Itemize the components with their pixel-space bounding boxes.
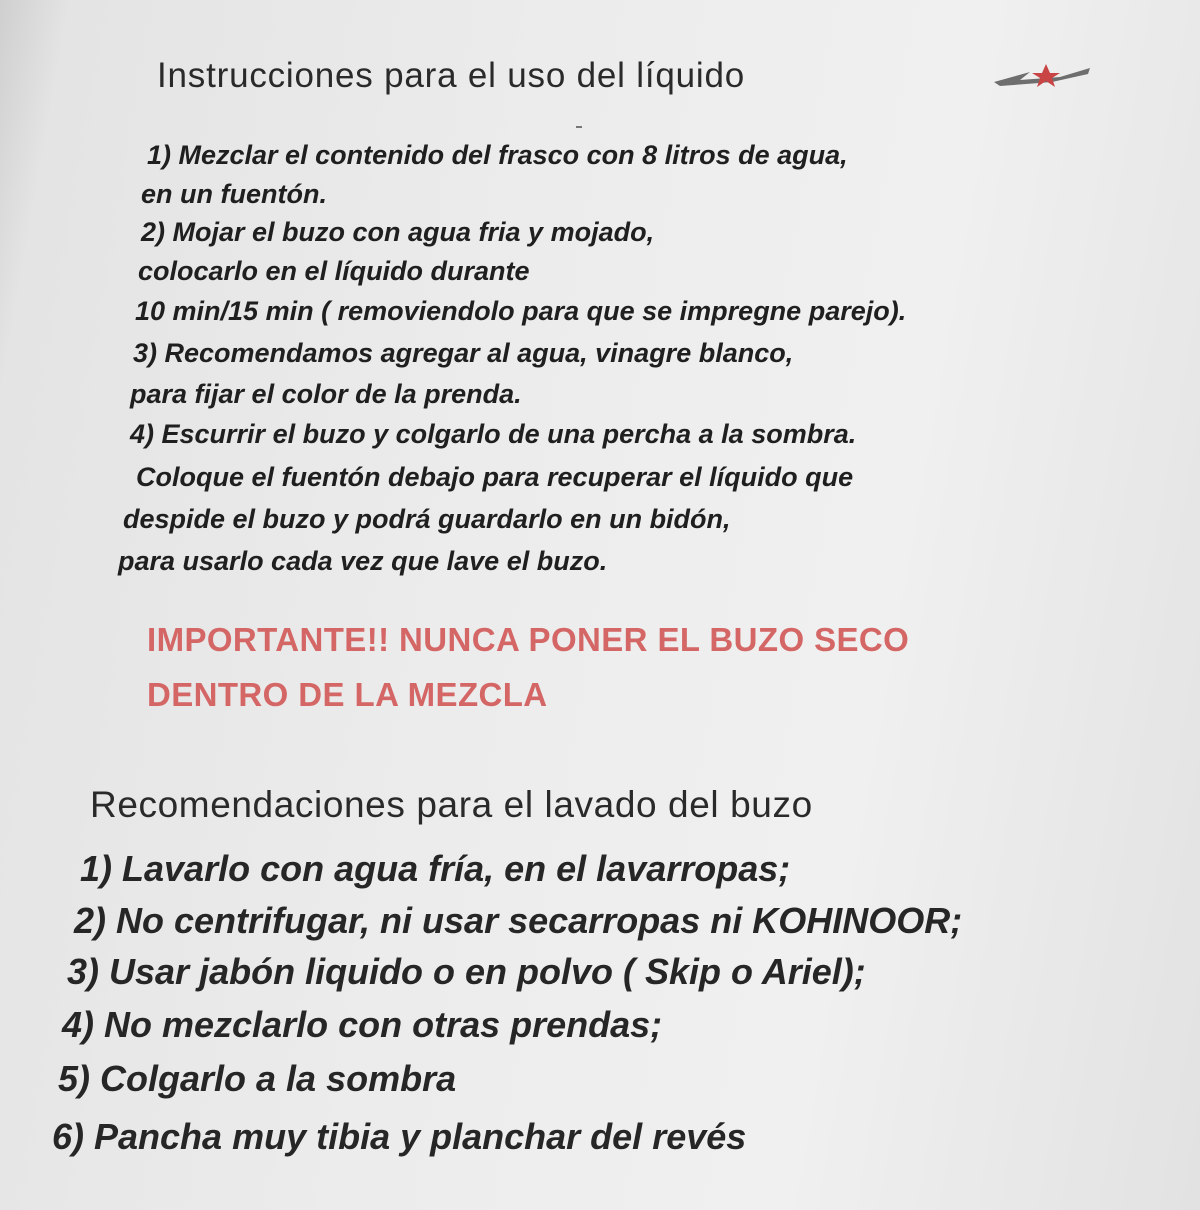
recommendation-item: 3) Usar jabón liquido o en polvo ( Skip o Ariel); (67, 951, 866, 992)
instruction-line: despide el buzo y podrá guardarlo en un bidón, (123, 504, 731, 534)
paper-speck (576, 126, 582, 128)
warning-line: DENTRO DE LA MEZCLA (147, 676, 548, 713)
instruction-line: para usarlo cada vez que lave el buzo. (118, 546, 608, 576)
recommendations-title: Recomendaciones para el lavado del buzo (90, 784, 813, 825)
instruction-line: 2) Mojar el buzo con agua fria y mojado, (141, 217, 655, 247)
instruction-line: colocarlo en el líquido durante (138, 256, 530, 286)
recommendation-item: 1) Lavarlo con agua fría, en el lavarropas; (80, 848, 791, 889)
instruction-line: 10 min/15 min ( removiendolo para que se impregne parejo). (135, 296, 907, 326)
recommendation-item: 5) Colgarlo a la sombra (58, 1058, 457, 1099)
instruction-line: 1) Mezclar el contenido del frasco con 8 litros de agua, (147, 140, 848, 170)
recommendation-item: 2) No centrifugar, ni usar secarropas ni KOHINOOR; (74, 900, 963, 941)
instruction-line: en un fuentón. (141, 179, 327, 209)
instruction-line: para fijar el color de la prenda. (130, 379, 522, 409)
warning-line: IMPORTANTE!! NUNCA PONER EL BUZO SECO (147, 621, 910, 658)
brand-logo-icon (990, 60, 1094, 90)
instructions-title: Instrucciones para el uso del líquido (157, 56, 745, 95)
instruction-line: Coloque el fuentón debajo para recuperar el líquido que (136, 462, 854, 492)
recommendation-item: 4) No mezclarlo con otras prendas; (62, 1004, 663, 1045)
instruction-line: 3) Recomendamos agregar al agua, vinagre blanco, (133, 338, 794, 368)
instruction-line: 4) Escurrir el buzo y colgarlo de una percha a la sombra. (130, 419, 857, 449)
recommendation-item: 6) Pancha muy tibia y planchar del revés (52, 1116, 747, 1157)
